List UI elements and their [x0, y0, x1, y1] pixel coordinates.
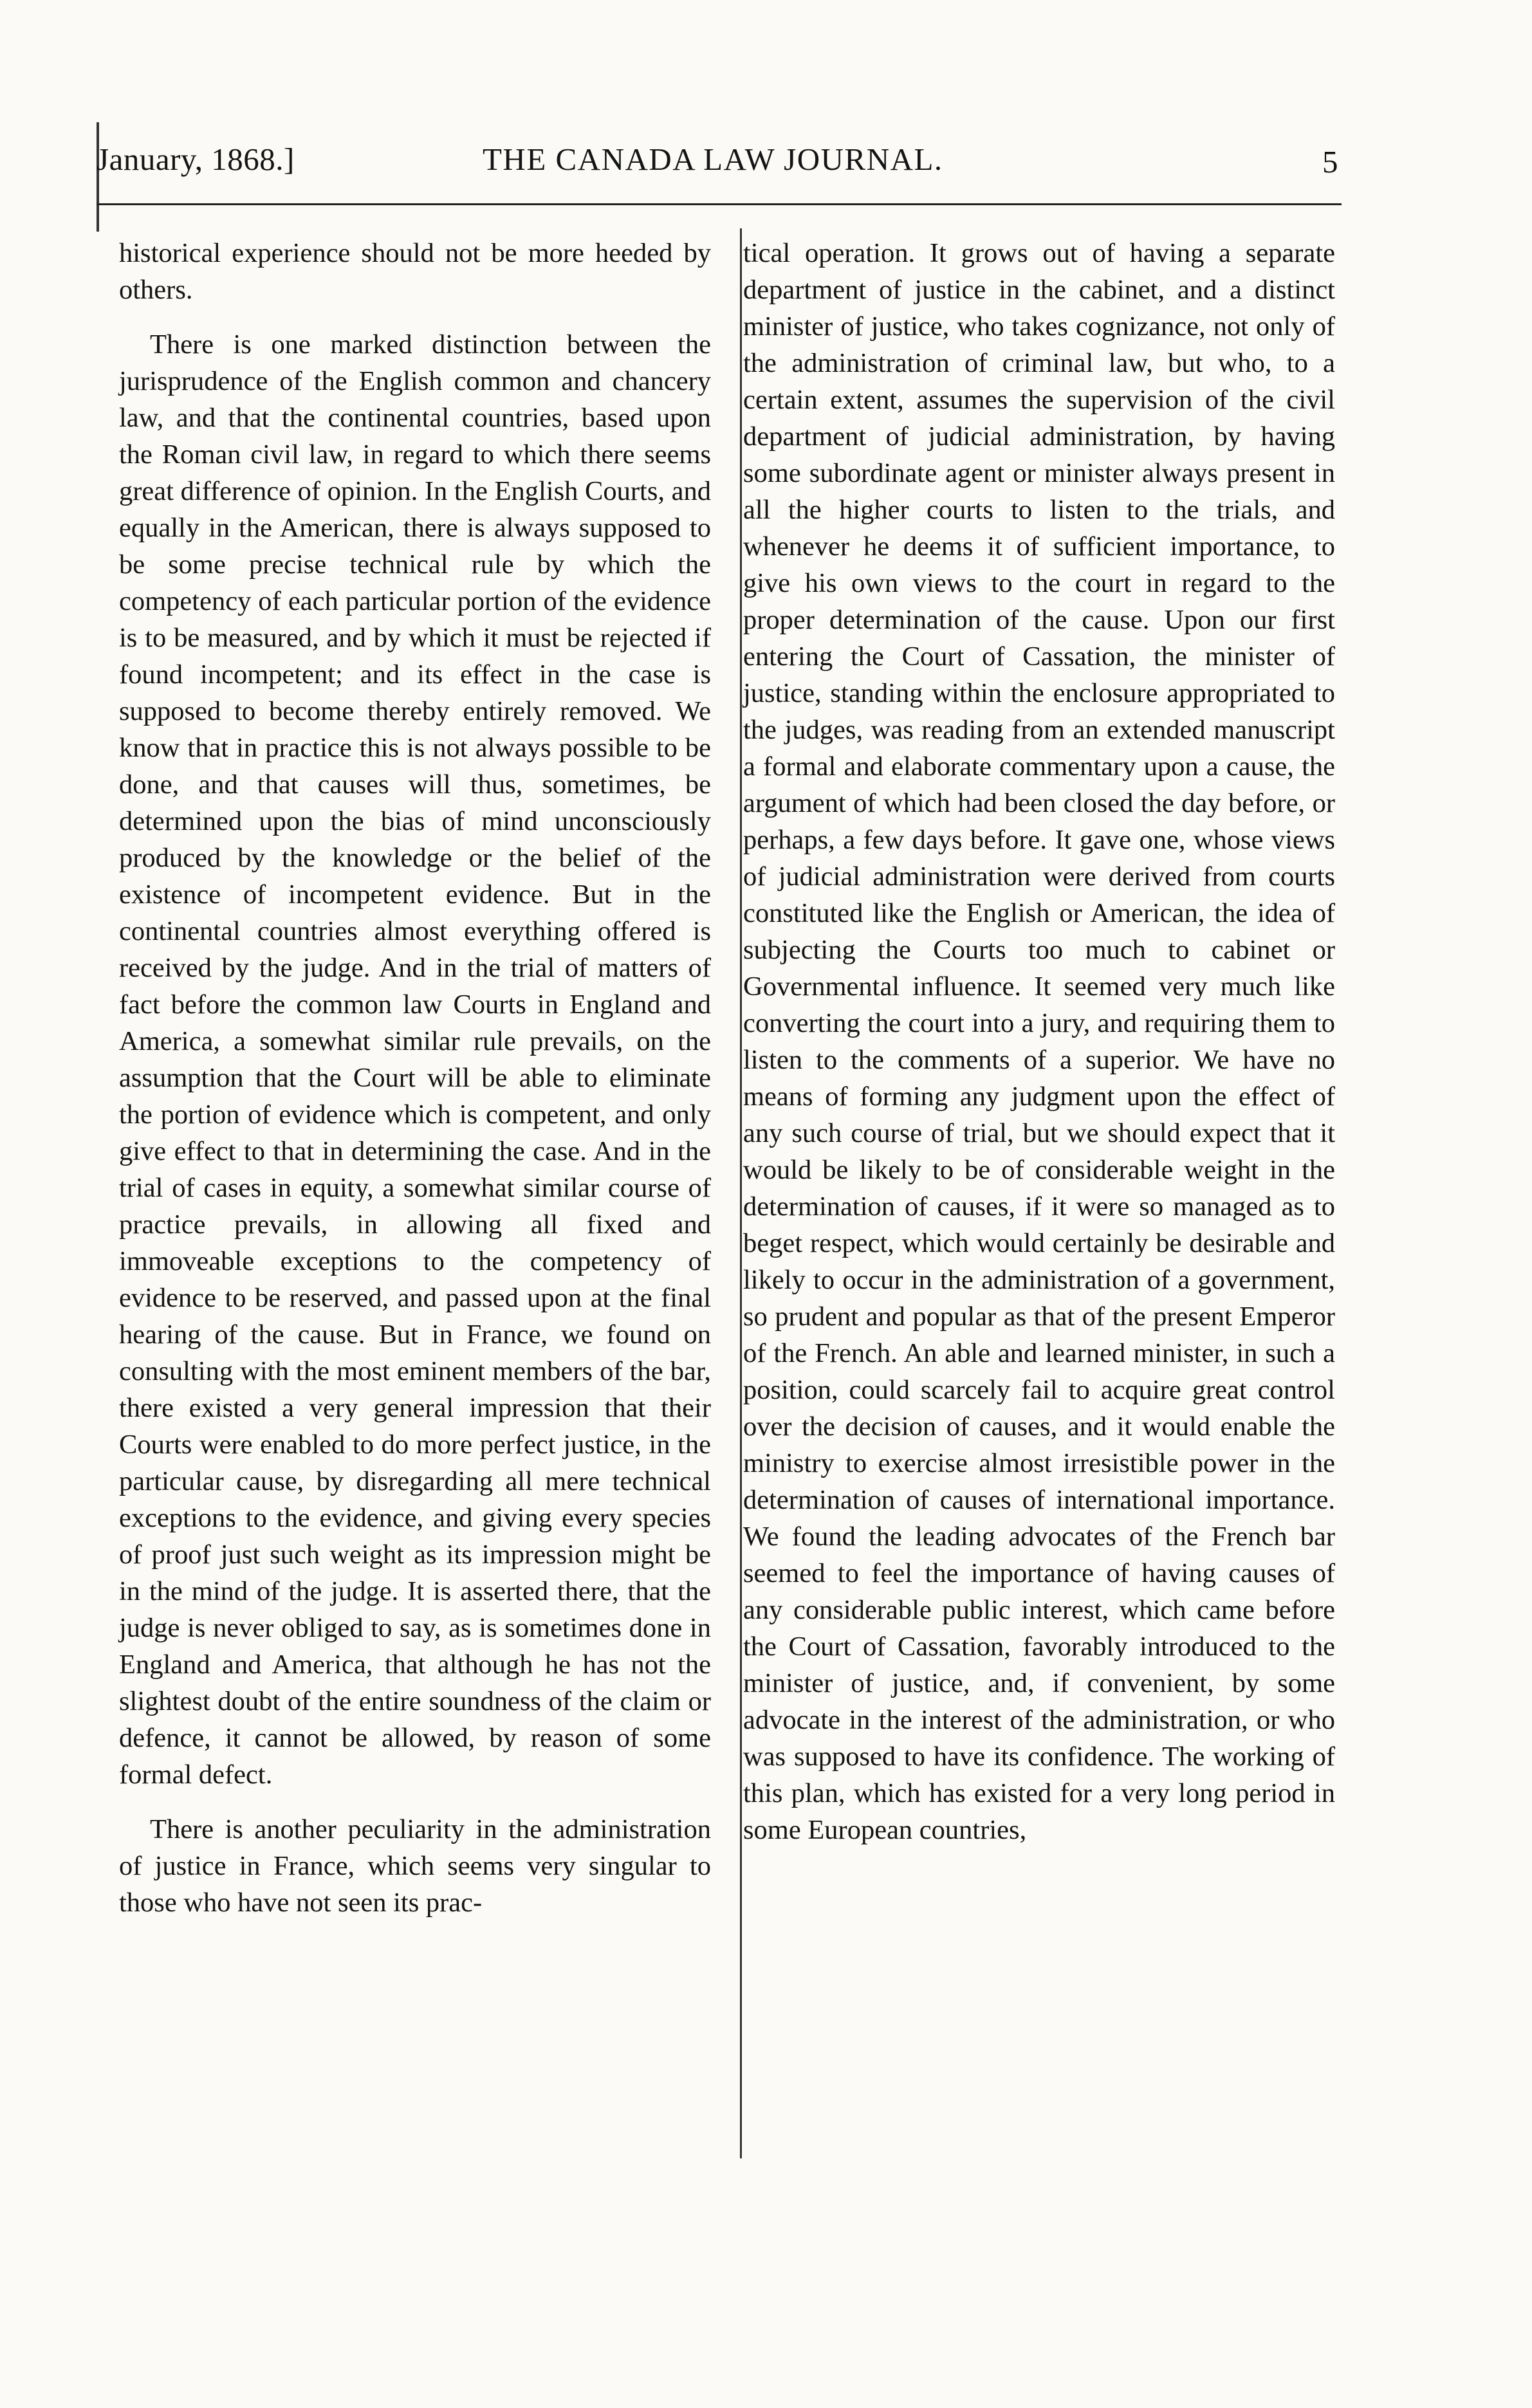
journal-title: THE CANADA LAW JOURNAL.	[483, 142, 943, 177]
running-header	[97, 132, 1338, 180]
header-rule	[97, 203, 1342, 205]
header-date: January, 1868.]	[97, 142, 295, 177]
column-divider	[740, 228, 742, 2158]
right-column	[743, 235, 1335, 1848]
left-column	[119, 235, 711, 1921]
paragraph: historical experience should not be more heeded by others.	[119, 238, 711, 305]
paragraph: There is another peculiarity in the administration of justice in France, which seems very singular to those who have not seen its prac-	[119, 1814, 711, 1918]
page-number: 5	[1322, 144, 1338, 179]
paragraph: There is one marked distinction between the jurisprudence of the English common and chancery law, and that the continental countries, based upon the Roman civil law, in regard to which there seems great difference of opinion. In the English Courts, and equally in the American, there is always supposed to be some precise technical rule by which the competency of each particular portion of the evidence is to be measured, and by which it must be rejected if found incompetent; and its effect in the case is supposed to become thereby entirely removed. We know that in practice this is not always possible to be done, and that causes will thus, sometimes, be determined upon the bias of mind unconsciously produced by the knowledge or the belief of the existence of incompetent evidence. But in the continental countries almost everything offered is received by the judge. And in the trial of matters of fact before the common law Courts in England and America, a somewhat similar rule prevails, on the assumption that the Court will be able to eliminate the portion of evidence which is competent, and only give effect to that in determining the case. And in the trial of cases in equity, a somewhat similar course of practice prevails, in allowing all fixed and immoveable exceptions to the competency of evidence to be reserved, and passed upon at the final hearing of the cause. But in France, we found on consulting with the most eminent members of the bar, there existed a very general impression that their Courts were enabled to do more perfect justice, in the particular cause, by disregarding all mere technical exceptions to the evidence, and giving every species of proof just such weight as its impression might be in the mind of the judge. It is asserted there, that the judge is never obliged to say, as is sometimes done in England and America, that although he has not the slightest doubt of the entire soundness of the claim or defence, it cannot be allowed, by reason of some formal defect.	[119, 329, 711, 1790]
paragraph: tical operation. It grows out of having a separate department of justice in the cabinet, and a distinct minister of justice, who takes cognizance, not only of the administration of criminal law, but who, to a certain extent, assumes the supervision of the civil department of judicial administration, by having some subordinate agent or minister always present in all the higher courts to listen to the trials, and whenever he deems it of sufficient importance, to give his own views to the court in regard to the proper determination of the cause. Upon our first entering the Court of Cassation, the minister of justice, standing within the enclosure appropriated to the judges, was reading from an extended manuscript a formal and elaborate commentary upon a cause, the argument of which had been closed the day before, or perhaps, a few days before. It gave one, whose views of judicial administration were derived from courts constituted like the English or American, the idea of subjecting the Courts too much to cabinet or Governmental influence. It seemed very much like converting the court into a jury, and requiring them to listen to the comments of a superior. We have no means of forming any judgment upon the effect of any such course of trial, but we should expect that it would be likely to be of considerable weight in the determination of causes, if it were so managed as to beget respect, which would certainly be desirable and likely to occur in the administration of a government, so prudent and popular as that of the present Emperor of the French. An able and learned minister, in such a position, could scarcely fail to acquire great control over the decision of causes, and it would enable the ministry to exercise almost irresistible power in the determination of causes of international importance. We found the leading advocates of the French bar seemed to feel the importance of having causes of any considerable public interest, which came before the Court of Cassation, favorably introduced to the minister of justice, and, if convenient, by some advocate in the interest of the administration, or who was supposed to have its confidence. The working of this plan, which has existed for a very long period in some European countries,	[743, 238, 1335, 1845]
